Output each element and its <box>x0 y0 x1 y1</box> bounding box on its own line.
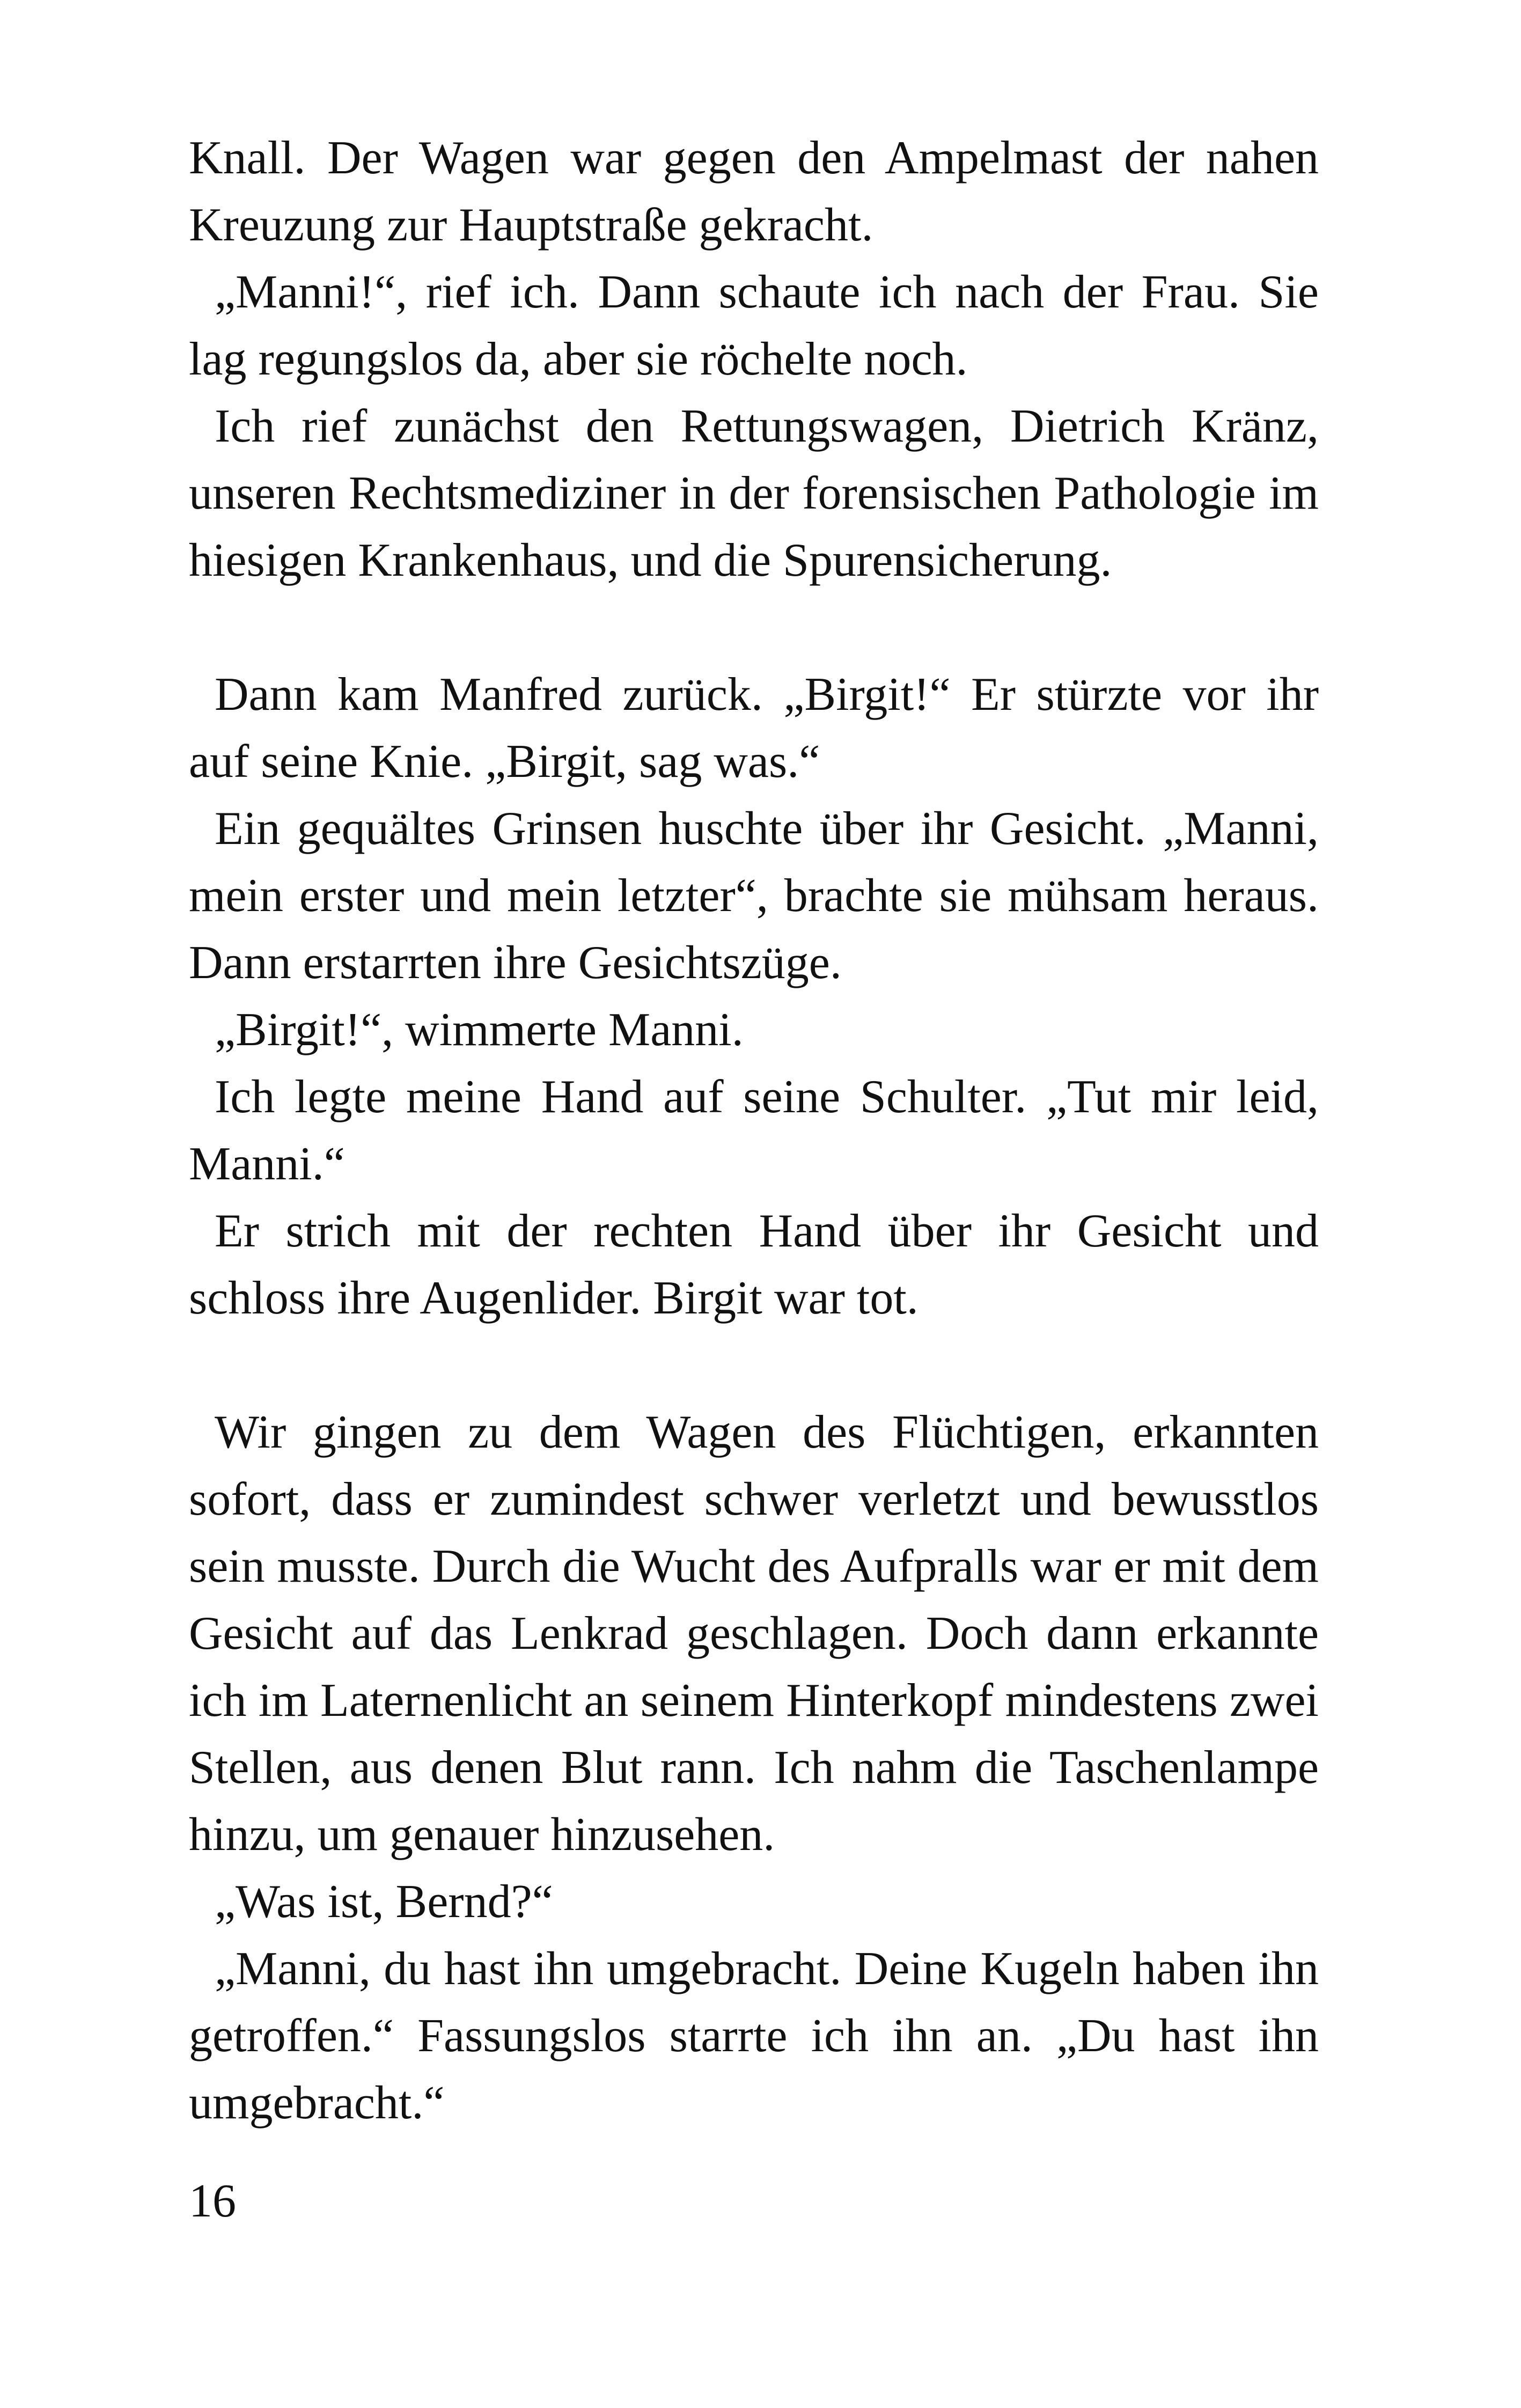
paragraph: Dann kam Manfred zurück. „Birgit!“ Er stürzte vor ihr auf seine Knie. „Birgit, sag was.“ <box>189 669 1319 788</box>
paragraph: „Manni, du hast ihn umgebracht. Deine Kugeln haben ihn getroffen.“ Fassungslos starrte ich ihn an. „Du hast ihn umgebracht.“ <box>189 1943 1319 2129</box>
paragraph: Knall. Der Wagen war gegen den Ampelmast der nahen Kreuzung zur Hauptstraße gekracht. <box>189 132 1319 251</box>
paragraph: Ich rief zunächst den Rettungswagen, Dietrich Kränz, unseren Rechtsmediziner in der forensischen Pathologie im hiesigen Krankenhaus, und die Spurensicherung. <box>189 400 1319 586</box>
paragraph: Er strich mit der rechten Hand über ihr Gesicht und schloss ihre Augenlider. Birgit war tot. <box>189 1205 1319 1324</box>
body-text <box>189 124 1319 2137</box>
paragraph: Wir gingen zu dem Wagen des Flüchtigen, erkannten sofort, dass er zumindest schwer verletzt und bewusstlos sein musste. Durch die Wucht des Aufpralls war er mit dem Gesicht auf das Lenkrad geschlagen. Doch dann erkannte ich im Laternenlicht an seinem Hinterkopf mindestens zwei Stellen, aus denen Blut rann. Ich nahm die Taschenlampe hinzu, um genauer hinzusehen. <box>189 1406 1319 1861</box>
paragraph: Ich legte meine Hand auf seine Schulter. „Tut mir leid, Manni.“ <box>189 1071 1319 1190</box>
paragraph: „Was ist, Bernd?“ <box>215 1876 553 1928</box>
section-break <box>189 1332 1319 1399</box>
page-number: 16 <box>189 2175 236 2227</box>
section-break <box>189 594 1319 661</box>
paragraph: Ein gequältes Grinsen huschte über ihr Gesicht. „Manni, mein erster und mein letzter“, brachte sie mühsam heraus. Dann erstarrten ihre Gesichtszüge. <box>189 803 1319 989</box>
paragraph: „Manni!“, rief ich. Dann schaute ich nach der Frau. Sie lag regungslos da, aber sie röchelte noch. <box>189 266 1319 385</box>
paragraph: „Birgit!“, wimmerte Manni. <box>215 1004 744 1056</box>
